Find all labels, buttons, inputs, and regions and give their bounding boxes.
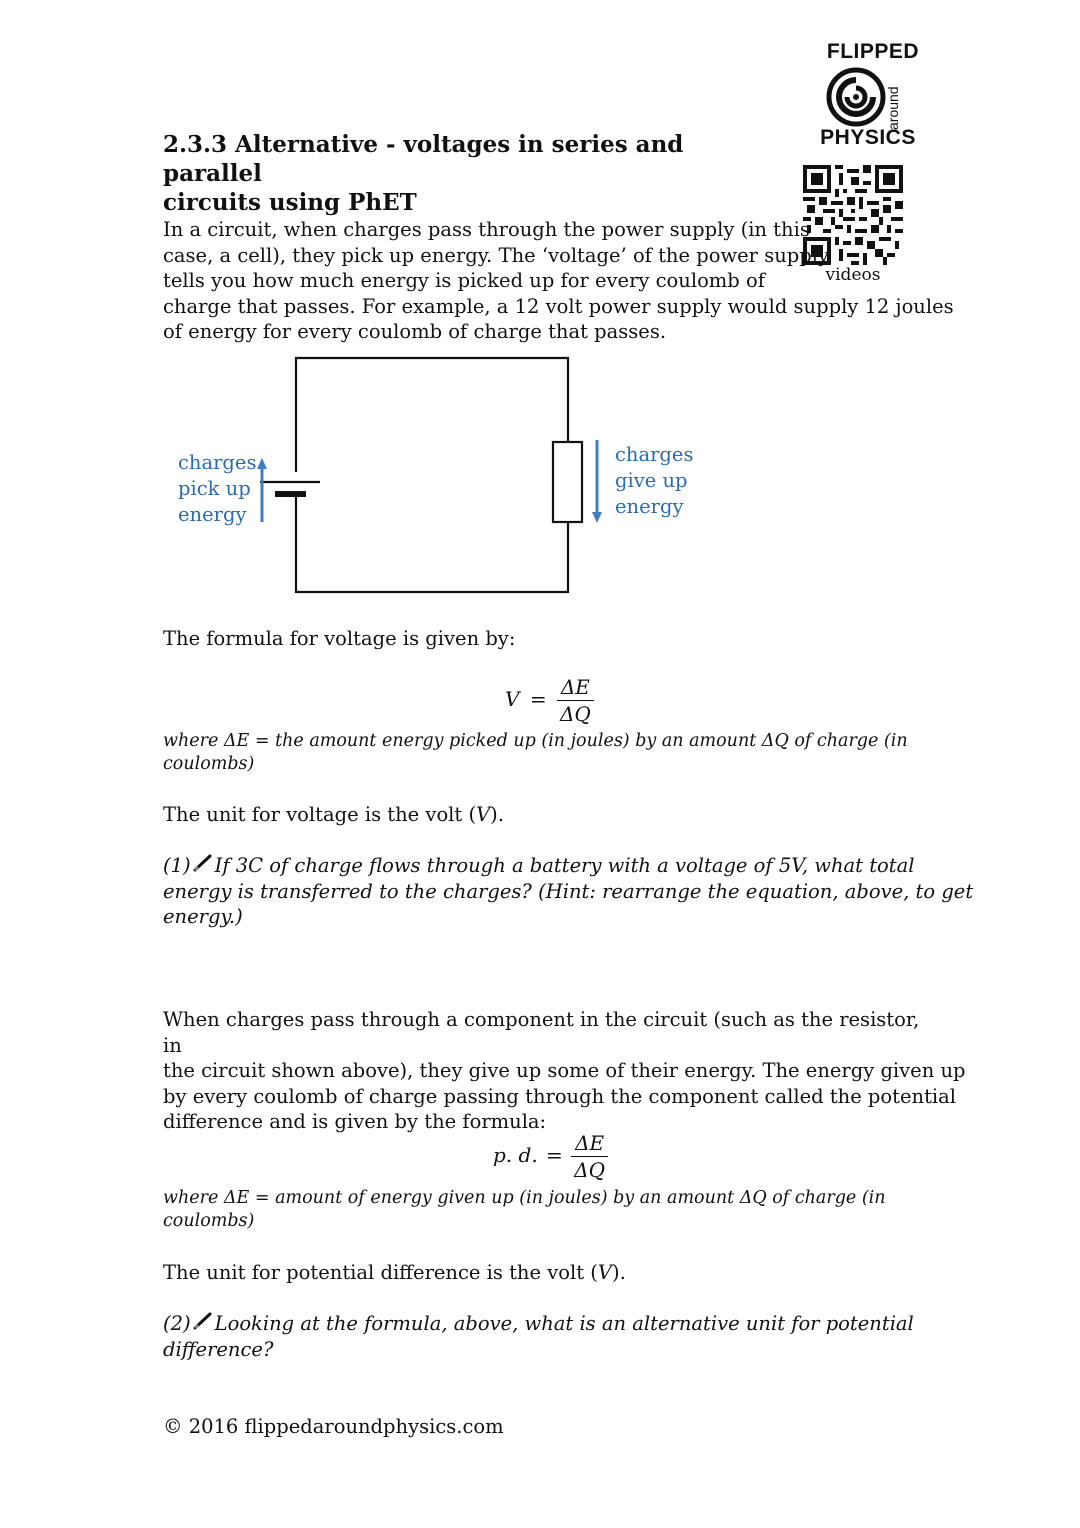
pencil-icon xyxy=(193,1312,213,1330)
question-1: (1) If 3C of charge flows through a battery with a voltage of 5V, what total energy is transferred to the charges? (Hint: rearrange the equation, above, to get energy.) xyxy=(163,854,974,928)
circuit-wires xyxy=(296,358,568,592)
voltage-intro: The formula for voltage is given by: xyxy=(163,627,516,650)
right-circuit-label: charges give up energy xyxy=(615,443,694,518)
left-circuit-label: charges pick up energy xyxy=(178,451,257,526)
pd-unit: The unit for potential difference is the volt (V). xyxy=(163,1261,626,1284)
voltage-formula: V = $\frac{\Delta E}{\Delta Q}$ xyxy=(505,674,594,727)
voltage-unit: The unit for voltage is the volt (V). xyxy=(163,803,504,826)
qr-caption: videos xyxy=(818,265,888,285)
spiral-logo-icon xyxy=(826,66,886,128)
intro-paragraph: In a circuit, when charges pass through the power supply (in this case, a cell), they pick up energy. The ‘voltage’ of the power supply tells you how much energy is picked up for every coulomb of charge that passes. For example, a 12 volt power supply would supply 12 joules of energy for every coulomb of charge that passes. xyxy=(163,218,954,343)
voltage-where-note: where ΔE = the amount energy picked up (in joules) by an amount ΔQ of charge (in coulombs) xyxy=(163,731,908,774)
footer-copyright: © 2016 flippedaroundphysics.com xyxy=(163,1415,504,1438)
question-2: (2) Looking at the formula, above, what is an alternative unit for potential difference? xyxy=(163,1312,914,1361)
logo-flipped-text: FLIPPED xyxy=(826,40,920,63)
arrow-up-icon xyxy=(257,458,267,522)
pencil-icon xyxy=(193,854,213,872)
page-title: 2.3.3 Alternative - voltages in series and parallel circuits using PhET xyxy=(163,131,684,216)
pd-formula: p. d. = $\frac{\Delta E}{\Delta Q}$ xyxy=(493,1130,608,1183)
pd-paragraph: When charges pass through a component in the circuit (such as the resistor, in the circuit shown above), they give up some of their energy. The energy given up by every coulomb of charge passing through the component called the potential difference and is given by the formula: xyxy=(163,1008,966,1133)
arrow-down-icon xyxy=(592,440,602,523)
logo-around-text: around xyxy=(885,86,901,130)
pd-where-note: where ΔE = amount of energy given up (in joules) by an amount ΔQ of charge (in coulombs) xyxy=(163,1188,886,1231)
resistor xyxy=(553,442,582,522)
logo-physics-text: PHYSICS xyxy=(820,126,916,149)
